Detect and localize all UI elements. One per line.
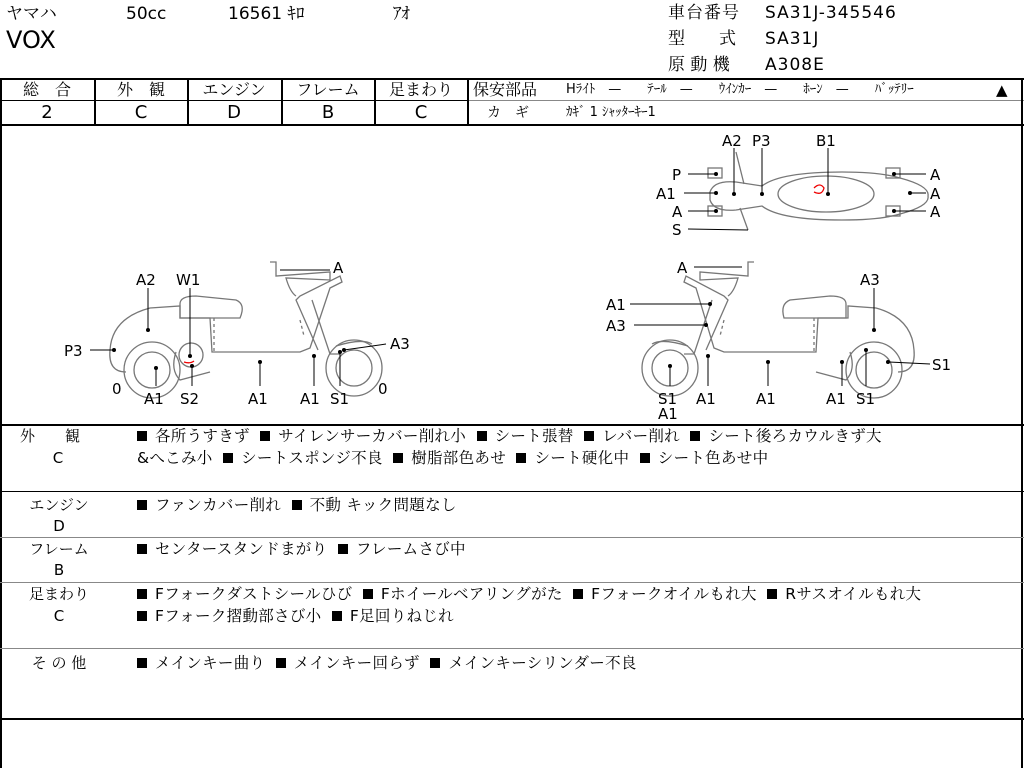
remark-item: サイレンサーカバー削れ小: [278, 427, 467, 445]
remark-item: フレームさび中: [355, 540, 466, 558]
engine-grade: D: [227, 102, 241, 123]
diagram-label: S1: [932, 356, 952, 374]
diagram-label: S1: [658, 390, 678, 408]
remark-item: ファンカバー削れ: [155, 496, 282, 514]
diagram-label: P: [672, 166, 682, 184]
diagram-label: B1: [816, 132, 836, 150]
diagram-label: A1: [248, 390, 268, 408]
diagram-label: P3: [752, 132, 771, 150]
diagram-label: A3: [860, 271, 880, 289]
key-label: カ ギ: [487, 105, 529, 121]
remark-item: センタースタンドまがり: [155, 540, 328, 558]
top-view: [708, 152, 928, 230]
diagram-label: A: [672, 203, 683, 221]
remark-item: Fホイールベアリングがた: [380, 585, 563, 603]
diagram-label: A1: [144, 390, 164, 408]
overall-grade-label: 総 合: [22, 80, 71, 99]
maker: ヤマハ: [6, 4, 57, 24]
remark-grade: B: [53, 561, 65, 579]
exterior-grade: C: [134, 102, 148, 123]
remark-item: メインキーシリンダー不良: [448, 654, 637, 672]
remark-item: F足回りねじれ: [349, 607, 454, 625]
remark-item: &へこみ小: [137, 449, 213, 467]
diagram-label: A: [333, 259, 344, 277]
diagram-label: 0: [112, 380, 122, 398]
diagram-label: A: [677, 259, 688, 277]
remark-line: [137, 656, 637, 672]
remark-item: Fフォーク摺動部さび小: [155, 607, 322, 625]
engine-label: 原 動 機: [668, 55, 730, 75]
safety-parts-items: Hﾗｲﾄ — ﾃｰﾙ — ｳｲﾝｶｰ — ﾎｰﾝ — ﾊﾞｯﾃﾘｰ: [566, 82, 914, 97]
frame-no-label: 車台番号: [668, 3, 740, 23]
remark-item: Rサスオイルもれ大: [785, 585, 922, 603]
frame-grade: B: [321, 102, 335, 123]
diagram-label: S1: [330, 390, 350, 408]
remark-item: 各所うすきず: [155, 427, 250, 445]
remark-label: そ の 他: [31, 654, 87, 672]
diagram-label: 0: [378, 380, 388, 398]
remark-item: シート張替: [494, 427, 574, 445]
model-name: VOX: [6, 26, 56, 54]
remark-item: 不動 キック問題なし: [309, 496, 457, 514]
frame-no: SA31J-345546: [765, 3, 897, 23]
remark-divider: [0, 491, 1024, 492]
type-label: 型 式: [668, 29, 736, 49]
diagram-label: A1: [826, 390, 846, 408]
remark-item: メインキー回らず: [293, 654, 420, 672]
diagram-label: A: [930, 185, 941, 203]
remark-item: 樹脂部色あせ: [411, 449, 507, 467]
engine-grade-label: エンジン: [202, 80, 266, 99]
remark-item: メインキー曲り: [155, 654, 266, 672]
battery-warning-mark: ▲: [996, 81, 1008, 99]
diagram-label: A2: [136, 271, 156, 289]
suspension-grade-label: 足まわり: [388, 80, 453, 99]
key-value: ｶｷﾞ 1 ｼｬｯﾀｰｷｰ1: [566, 105, 656, 120]
remark-label: フレーム: [29, 540, 89, 558]
damage-mark-seat: [814, 185, 824, 193]
mileage: 16561 ｷﾛ: [228, 4, 305, 24]
remark-divider: [0, 648, 1024, 649]
remark-divider: [0, 718, 1024, 720]
color: ｱｵ: [393, 4, 410, 24]
remark-grade: C: [52, 449, 64, 467]
remark-line: [137, 498, 457, 514]
diagram-label: A1: [300, 390, 320, 408]
damage-mark-side: [184, 361, 194, 363]
remark-grade: C: [53, 607, 65, 625]
exterior-grade-label: 外 観: [116, 80, 165, 99]
frame-grade-label: フレーム: [296, 80, 360, 99]
diagram-label: A1: [696, 390, 716, 408]
diagram-label: W1: [176, 271, 201, 289]
remark-label: エンジン: [29, 496, 89, 514]
remark-item: シート硬化中: [534, 449, 630, 467]
diagram-label: A2: [722, 132, 742, 150]
diagram-label: A3: [390, 335, 410, 353]
diagram-label: P3: [64, 342, 83, 360]
diagram-label: A1: [658, 405, 678, 423]
safety-parts-label: 保安部品: [473, 80, 538, 99]
suspension-grade: C: [414, 102, 428, 123]
remark-line: [137, 451, 768, 467]
diagram-label: A: [930, 203, 941, 221]
remark-line: [137, 587, 921, 603]
remark-item: シートスポンジ不良: [241, 449, 383, 467]
overall-grade: 2: [41, 102, 53, 123]
leader-lines: [90, 148, 930, 386]
diagram-label: S: [672, 221, 682, 239]
remark-item: シート後ろカウルきず大: [708, 427, 882, 445]
displacement: 50cc: [126, 4, 167, 24]
diagram-label: A3: [606, 317, 626, 335]
remark-divider: [0, 582, 1024, 583]
engine-value: A308E: [765, 55, 825, 75]
remark-line: [137, 609, 454, 625]
remark-item: Fフォークオイルもれ大: [591, 585, 757, 603]
diagram-label: A1: [756, 390, 776, 408]
diagram-label: S1: [856, 390, 876, 408]
remark-item: シート色あせ中: [657, 449, 769, 467]
diagram-label: A: [930, 166, 941, 184]
remark-line: [137, 429, 882, 445]
diagram-label: S2: [180, 390, 200, 408]
remark-item: レバー削れ: [602, 427, 680, 445]
remark-label: 外 観: [19, 427, 80, 445]
remark-label: 足まわり: [28, 585, 89, 603]
type-value: SA31J: [765, 29, 820, 49]
remark-grade: D: [53, 517, 65, 535]
remark-item: Fフォークダストシールひび: [155, 585, 353, 603]
diagram-label: A1: [656, 185, 676, 203]
marker-dots: [112, 172, 912, 370]
remark-line: [137, 542, 466, 558]
diagram-label: A1: [606, 296, 626, 314]
remark-divider: [0, 537, 1024, 538]
